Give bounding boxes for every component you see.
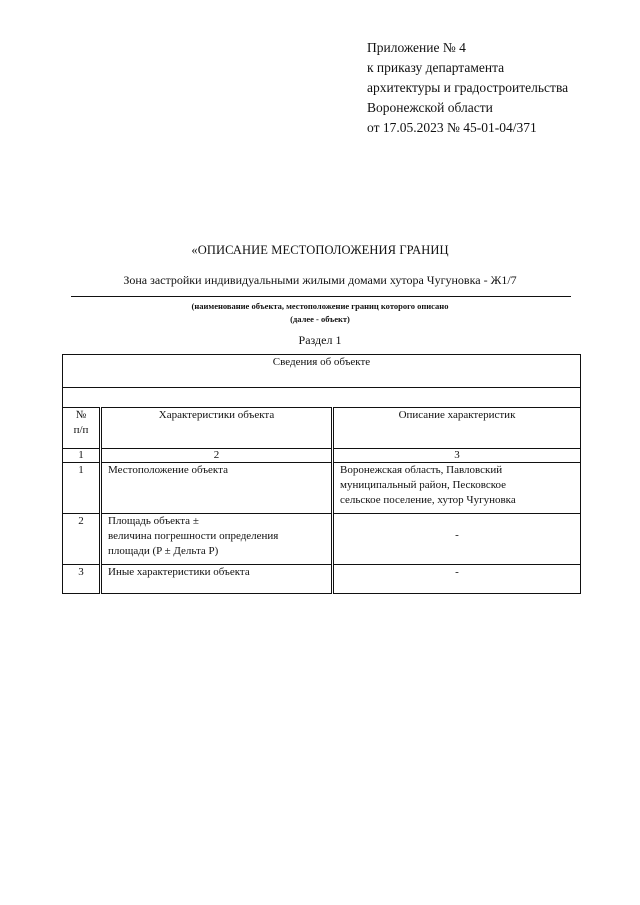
object-note-line1: (наименование объекта, местоположение границ которого описано: [191, 301, 449, 311]
object-name: Зона застройки индивидуальными жилыми домами хутора Чугуновка - Ж1/7: [123, 273, 517, 287]
row-description: Воронежская область, Павловский муниципальный район, Песковское сельское поселение, хутор Чугуновка: [333, 463, 581, 514]
row-characteristic: Площадь объекта ± величина погрешности определения площади (P ± Дельта P): [101, 514, 333, 565]
appendix-line: от 17.05.2023 № 45-01-04/371: [367, 120, 537, 135]
appendix-block: [367, 38, 627, 138]
header-description: Описание характеристик: [333, 408, 581, 449]
header-characteristics: Характеристики объекта: [101, 408, 333, 449]
appendix-line: архитектуры и градостроительства: [367, 80, 569, 95]
document-title: «ОПИСАНИЕ МЕСТОПОЛОЖЕНИЯ ГРАНИЦ: [191, 243, 449, 257]
table-row: [63, 463, 581, 514]
section-heading: Раздел 1: [298, 333, 342, 347]
table-caption: Сведения об объекте: [63, 355, 581, 388]
column-number: 3: [333, 449, 581, 463]
table-caption-row: [63, 355, 581, 388]
row-number: 3: [63, 565, 101, 594]
appendix-line: Воронежской области: [367, 100, 493, 115]
table-header-row: [63, 408, 581, 449]
row-number: 1: [63, 463, 101, 514]
object-info-table: [62, 354, 581, 594]
appendix-line: Приложение № 4: [367, 40, 466, 55]
row-description: -: [333, 514, 581, 565]
table-blank-row: [63, 388, 581, 408]
column-number-row: [63, 449, 581, 463]
row-description: -: [333, 565, 581, 594]
blank-cell: [63, 388, 581, 408]
column-number: 2: [101, 449, 333, 463]
object-note-line2: (далее - объект): [290, 314, 350, 324]
table-row: [63, 514, 581, 565]
row-characteristic: Иные характеристики объекта: [101, 565, 333, 594]
table-row: [63, 565, 581, 594]
appendix-line: к приказу департамента: [367, 60, 505, 75]
row-number: 2: [63, 514, 101, 565]
header-num: № п/п: [63, 408, 101, 449]
underline-rule: [71, 296, 571, 297]
row-characteristic: Местоположение объекта: [101, 463, 333, 514]
column-number: 1: [63, 449, 101, 463]
